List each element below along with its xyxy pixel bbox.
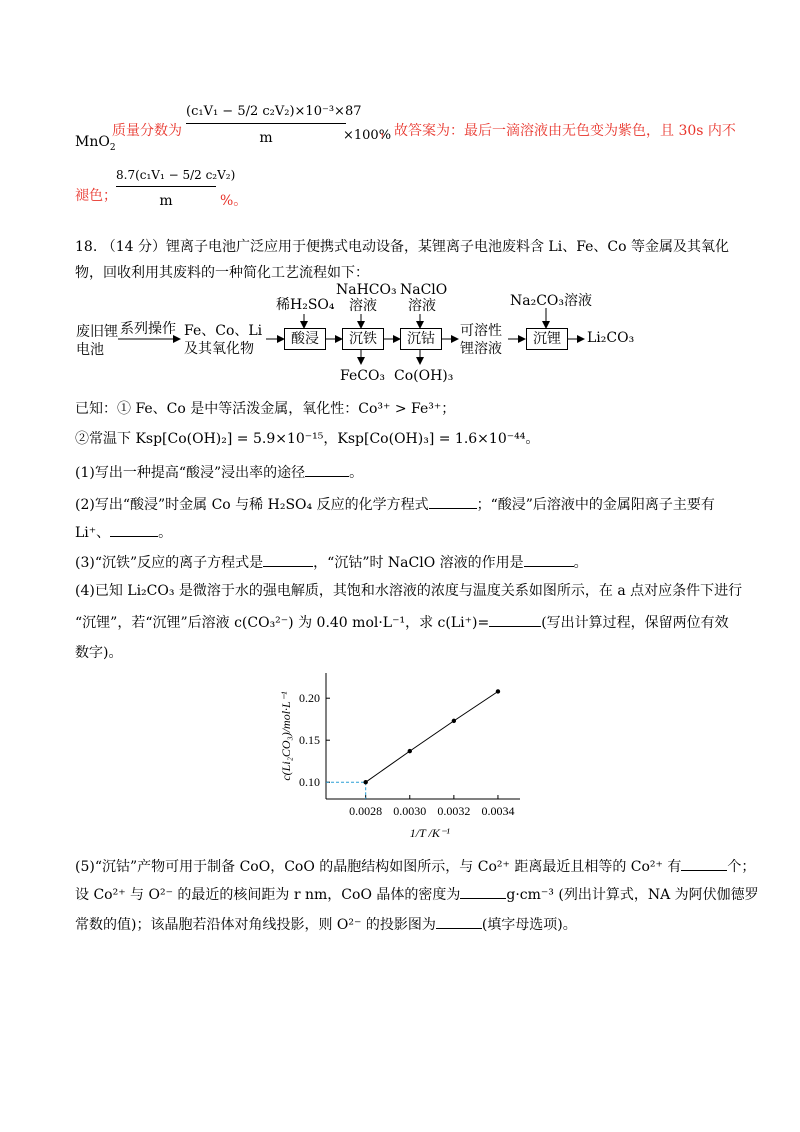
subquestion-5-line3: 常数的值)；该晶胞若沿体对角线投影，则 O²⁻ 的投影图为 (填字母选项)。 (75, 914, 577, 934)
flow-reagent-na2co3: Na₂CO₃溶液 (510, 293, 593, 309)
solubility-chart (270, 665, 540, 845)
y-tick-label: 0.20 (299, 691, 320, 706)
flow-metals: Fe、Co、Li及其氧化物 (184, 323, 263, 357)
answer-blank-5a[interactable] (681, 856, 727, 871)
answer-blank-4[interactable] (489, 612, 541, 627)
subquestion-2-line1: (2)写出“酸浸”时金属 Co 与稀 H₂SO₄ 反应的化学方程式 ；“酸浸”后溶液中的金属阳离子主要有 (75, 494, 715, 514)
flow-reagent-nahco3: NaHCO₃溶液 (336, 282, 397, 314)
formula2-denominator: m (159, 193, 173, 209)
flow-box-lithium-precipitation: 沉锂 (526, 328, 568, 350)
subquestion-5-line2: 设 Co²⁺ 与 O²⁻ 的最近的核间距为 r nm，CoO 晶体的密度为 g·cm⁻³ (列出计算式，NA 为阿伏伽德罗 (75, 884, 759, 904)
data-point (408, 749, 412, 753)
percent-end: %。 (220, 193, 248, 209)
process-flow-diagram (0, 280, 800, 390)
subquestion-1: (1)写出一种提高“酸浸”浸出率的途径 。 (75, 462, 363, 482)
flow-box-acid-leach: 酸浸 (284, 328, 326, 350)
known-1: 已知：① Fe、Co 是中等活泼金属，氧化性：Co³⁺ > Fe³⁺； (75, 401, 456, 417)
answer-blank-5b[interactable] (460, 884, 506, 899)
flow-box-iron-precipitation: 沉铁 (342, 328, 384, 350)
flow-soluble-lithium: 可溶性锂溶液 (460, 323, 502, 357)
subquestion-5-line1: (5)“沉钴”产物可用于制备 CoO，CoO 的晶胞结构如图所示，与 Co²⁺ 距离最近且相等的 Co²⁺ 有 个； (75, 856, 755, 876)
answer-formula-2 (116, 168, 236, 209)
subquestion-3: (3)“沉铁”反应的离子方程式是 ，“沉钴”时 NaClO 溶液的作用是 。 (75, 552, 588, 572)
series-line (366, 691, 498, 782)
x-tick-label: 0.0034 (481, 804, 515, 818)
answer-blank-3b[interactable] (524, 552, 574, 567)
times-100-percent: ×100% (343, 128, 392, 143)
flow-final-product: Li₂CO₃ (587, 330, 635, 346)
subquestion-4-line1: (4)已知 Li₂CO₃ 是微溶于水的强电解质，其饱和水溶液的浓度与温度关系如图所示，在 a 点对应条件下进行 (75, 583, 743, 599)
mno2-label: MnO$_2$ (75, 134, 116, 153)
flow-reagent-naclo: NaClO溶液 (400, 282, 448, 314)
known-2: ②常温下 Ksp[Co(OH)₂] = 5.9×10⁻¹⁵，Ksp[Co(OH)₃] = 1.6×10⁻⁴⁴。 (75, 431, 540, 447)
subquestion-4-line3: 数字)。 (75, 645, 123, 661)
flow-series-operation: 系列操作 (120, 321, 176, 337)
answer-blank-3a[interactable] (263, 552, 313, 567)
y-tick-label: 0.15 (299, 733, 320, 748)
data-point (452, 719, 456, 723)
flow-box-cobalt-precipitation: 沉钴 (400, 328, 442, 350)
answer-text: ，故答案为：最后一滴溶液由无色变为紫色，且 30s 内不 (380, 123, 736, 139)
x-tick-label: 0.0032 (437, 804, 471, 818)
x-tick-label: 0.0030 (393, 804, 427, 818)
answer-blank-5c[interactable] (436, 914, 482, 929)
y-axis-label: c(Li₂CO₃)/mol·L⁻¹ (279, 691, 293, 781)
answer-blank-2b[interactable] (110, 522, 158, 537)
mass-fraction-label: 质量分数为 (112, 123, 182, 139)
x-axis-label: 1/T /K⁻¹ (409, 826, 450, 840)
flow-reagent-h2so4: 稀H₂SO₄ (276, 297, 335, 313)
q18-intro-line1: 18. （14 分）锂离子电池广泛应用于便携式电动设备，某锂离子电池废料含 Li、Fe、Co 等金属及其氧化 (75, 239, 730, 255)
y-tick-label: 0.10 (299, 775, 320, 790)
formula-denominator: m (259, 130, 273, 146)
subquestion-4-line2: “沉锂”，若“沉锂”后溶液 c(CO₃²⁻) 为 0.40 mol·L⁻¹，求 c(Li⁺)= (写出计算过程，保留两位有效 (75, 612, 729, 632)
flow-product-cooh3: Co(OH)₃ (394, 368, 454, 384)
q18-intro-line2: 物，回收利用其废料的一种简化工艺流程如下： (75, 265, 369, 281)
formula-numerator: (c₁V₁ − 5/2 c₂V₂)×10⁻³×87 (186, 104, 362, 119)
chart-svg (270, 665, 540, 845)
data-point (496, 689, 500, 693)
answer-line2-start: 褪色； (75, 188, 117, 204)
flow-product-feco3: FeCO₃ (340, 368, 386, 384)
x-tick-label: 0.0028 (349, 804, 383, 818)
data-point (363, 780, 367, 784)
answer-blank-1[interactable] (305, 462, 349, 477)
subquestion-2-line2: Li⁺、 。 (75, 522, 172, 542)
formula2-numerator: 8.7(c₁V₁ − 5/2 c₂V₂) (116, 168, 236, 182)
mass-fraction-formula (186, 98, 362, 146)
flow-start-label: 废旧锂电池 (76, 324, 118, 358)
answer-blank-2a[interactable] (429, 494, 477, 509)
